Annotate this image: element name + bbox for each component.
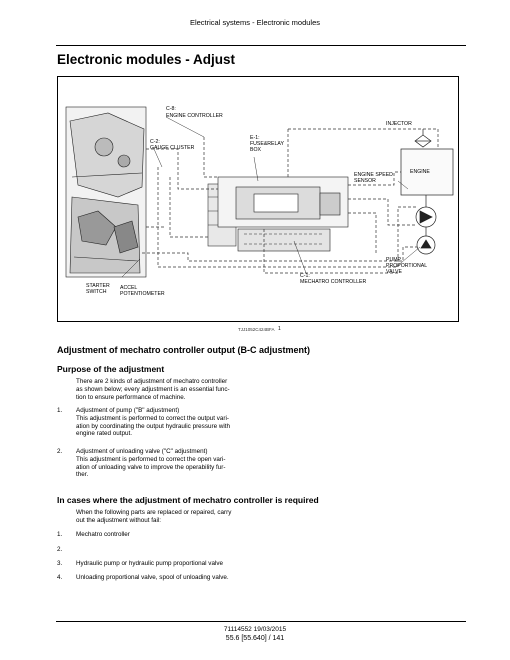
label-c1-name: MECHATRO CONTROLLER — [300, 279, 367, 285]
label-e1-name1: FUSE&RELAY — [250, 141, 284, 147]
figure-frame — [57, 76, 459, 322]
list-item-title: Adjustment of unloading valve ("C" adjustment) — [76, 448, 208, 455]
label-pump-1: PUMP — [386, 257, 401, 263]
label-starter-2: SWITCH — [86, 289, 107, 295]
section-heading: Adjustment of mechatro controller output (B-C adjustment) — [57, 345, 310, 355]
top-rule — [56, 45, 466, 46]
cases-heading: In cases where the adjustment of mechatro controller is required — [57, 495, 319, 505]
list-item-b-adjustment — [76, 407, 230, 438]
label-accel-2: POTENTIOMETER — [120, 291, 165, 297]
list-number: 1. — [57, 407, 63, 414]
footer-page-number: 55.6 [55.640] / 141 — [225, 635, 285, 642]
case-number: 1. — [57, 531, 63, 538]
list-item-line: ation by coordinating the output hydraulic pressure with — [76, 422, 231, 430]
pump-proportional-valve — [416, 195, 436, 254]
label-c8-name: ENGINE CONTROLLER — [166, 113, 223, 119]
list-item-c-adjustment — [76, 448, 225, 479]
operator-cab-illustration — [66, 107, 146, 277]
case-item-text: Mechatro controller — [76, 531, 130, 538]
purpose-paragraph — [76, 378, 230, 401]
cases-paragraph — [76, 509, 231, 525]
case-number: 4. — [57, 574, 63, 581]
page-title: Electronic modules - Adjust — [57, 52, 236, 67]
label-c1-id: C-1: — [300, 273, 310, 279]
footer-doc-id: 71114552 19/03/2015 — [223, 626, 287, 633]
purpose-line: There are 2 kinds of adjustment of mechatro controller — [76, 378, 228, 385]
label-e1-id: E-1: — [250, 135, 260, 141]
case-number: 3. — [57, 560, 63, 567]
label-accel-1: ACCEL — [120, 285, 138, 291]
label-injector: INJECTOR — [386, 121, 412, 127]
label-starter-1: STARTER — [86, 283, 110, 289]
case-number: 2. — [57, 546, 63, 553]
label-c2-id: C-2: — [150, 139, 160, 145]
list-number: 2. — [57, 448, 63, 455]
engine-block — [401, 129, 453, 195]
case-item-text: Hydraulic pump or hydraulic pump proportional valve — [76, 560, 223, 567]
list-item-line: This adjustment is performed to correct the output vari- — [76, 414, 229, 422]
label-e1-name2: BOX — [250, 147, 261, 153]
bottom-rule — [56, 621, 466, 622]
figure-code: TJJ1052C424BFA — [238, 327, 275, 332]
list-item-line: engine rated output. — [76, 430, 133, 438]
list-item-line: This adjustment is performed to correct the open vari- — [76, 455, 226, 463]
label-speed-2: SENSOR — [354, 178, 376, 184]
cases-line: When the following parts are replaced or repaired, carry — [76, 509, 232, 516]
purpose-line: as shown below; every adjustment is an essential func- — [76, 385, 230, 393]
list-item-line: ation of unloading valve to improve the operability fur- — [76, 463, 226, 471]
label-engine: ENGINE — [410, 169, 430, 175]
label-c2-name: GAUGE CLUSTER — [150, 145, 195, 151]
list-item-title: Adjustment of pump ("B" adjustment) — [76, 407, 180, 414]
list-item-line: ther. — [76, 471, 89, 479]
label-pump-2: PROPORTIONAL — [386, 263, 428, 269]
label-pump-3: VALVE — [386, 269, 402, 275]
running-header: Electrical systems - Electronic modules — [189, 18, 321, 27]
cases-line: out the adjustment without fail: — [76, 516, 162, 524]
label-speed-1: ENGINE SPEED — [354, 172, 393, 178]
label-c8-id: C-8: — [166, 106, 176, 112]
purpose-heading: Purpose of the adjustment — [57, 364, 165, 374]
wiring-diagram — [58, 77, 458, 321]
case-item-text: Unloading proportional valve, spool of unloading valve. — [76, 574, 229, 581]
purpose-line: tion to ensure performance of machine. — [76, 393, 186, 401]
figure-number: 1 — [278, 326, 281, 332]
mechatro-controller — [218, 177, 348, 251]
